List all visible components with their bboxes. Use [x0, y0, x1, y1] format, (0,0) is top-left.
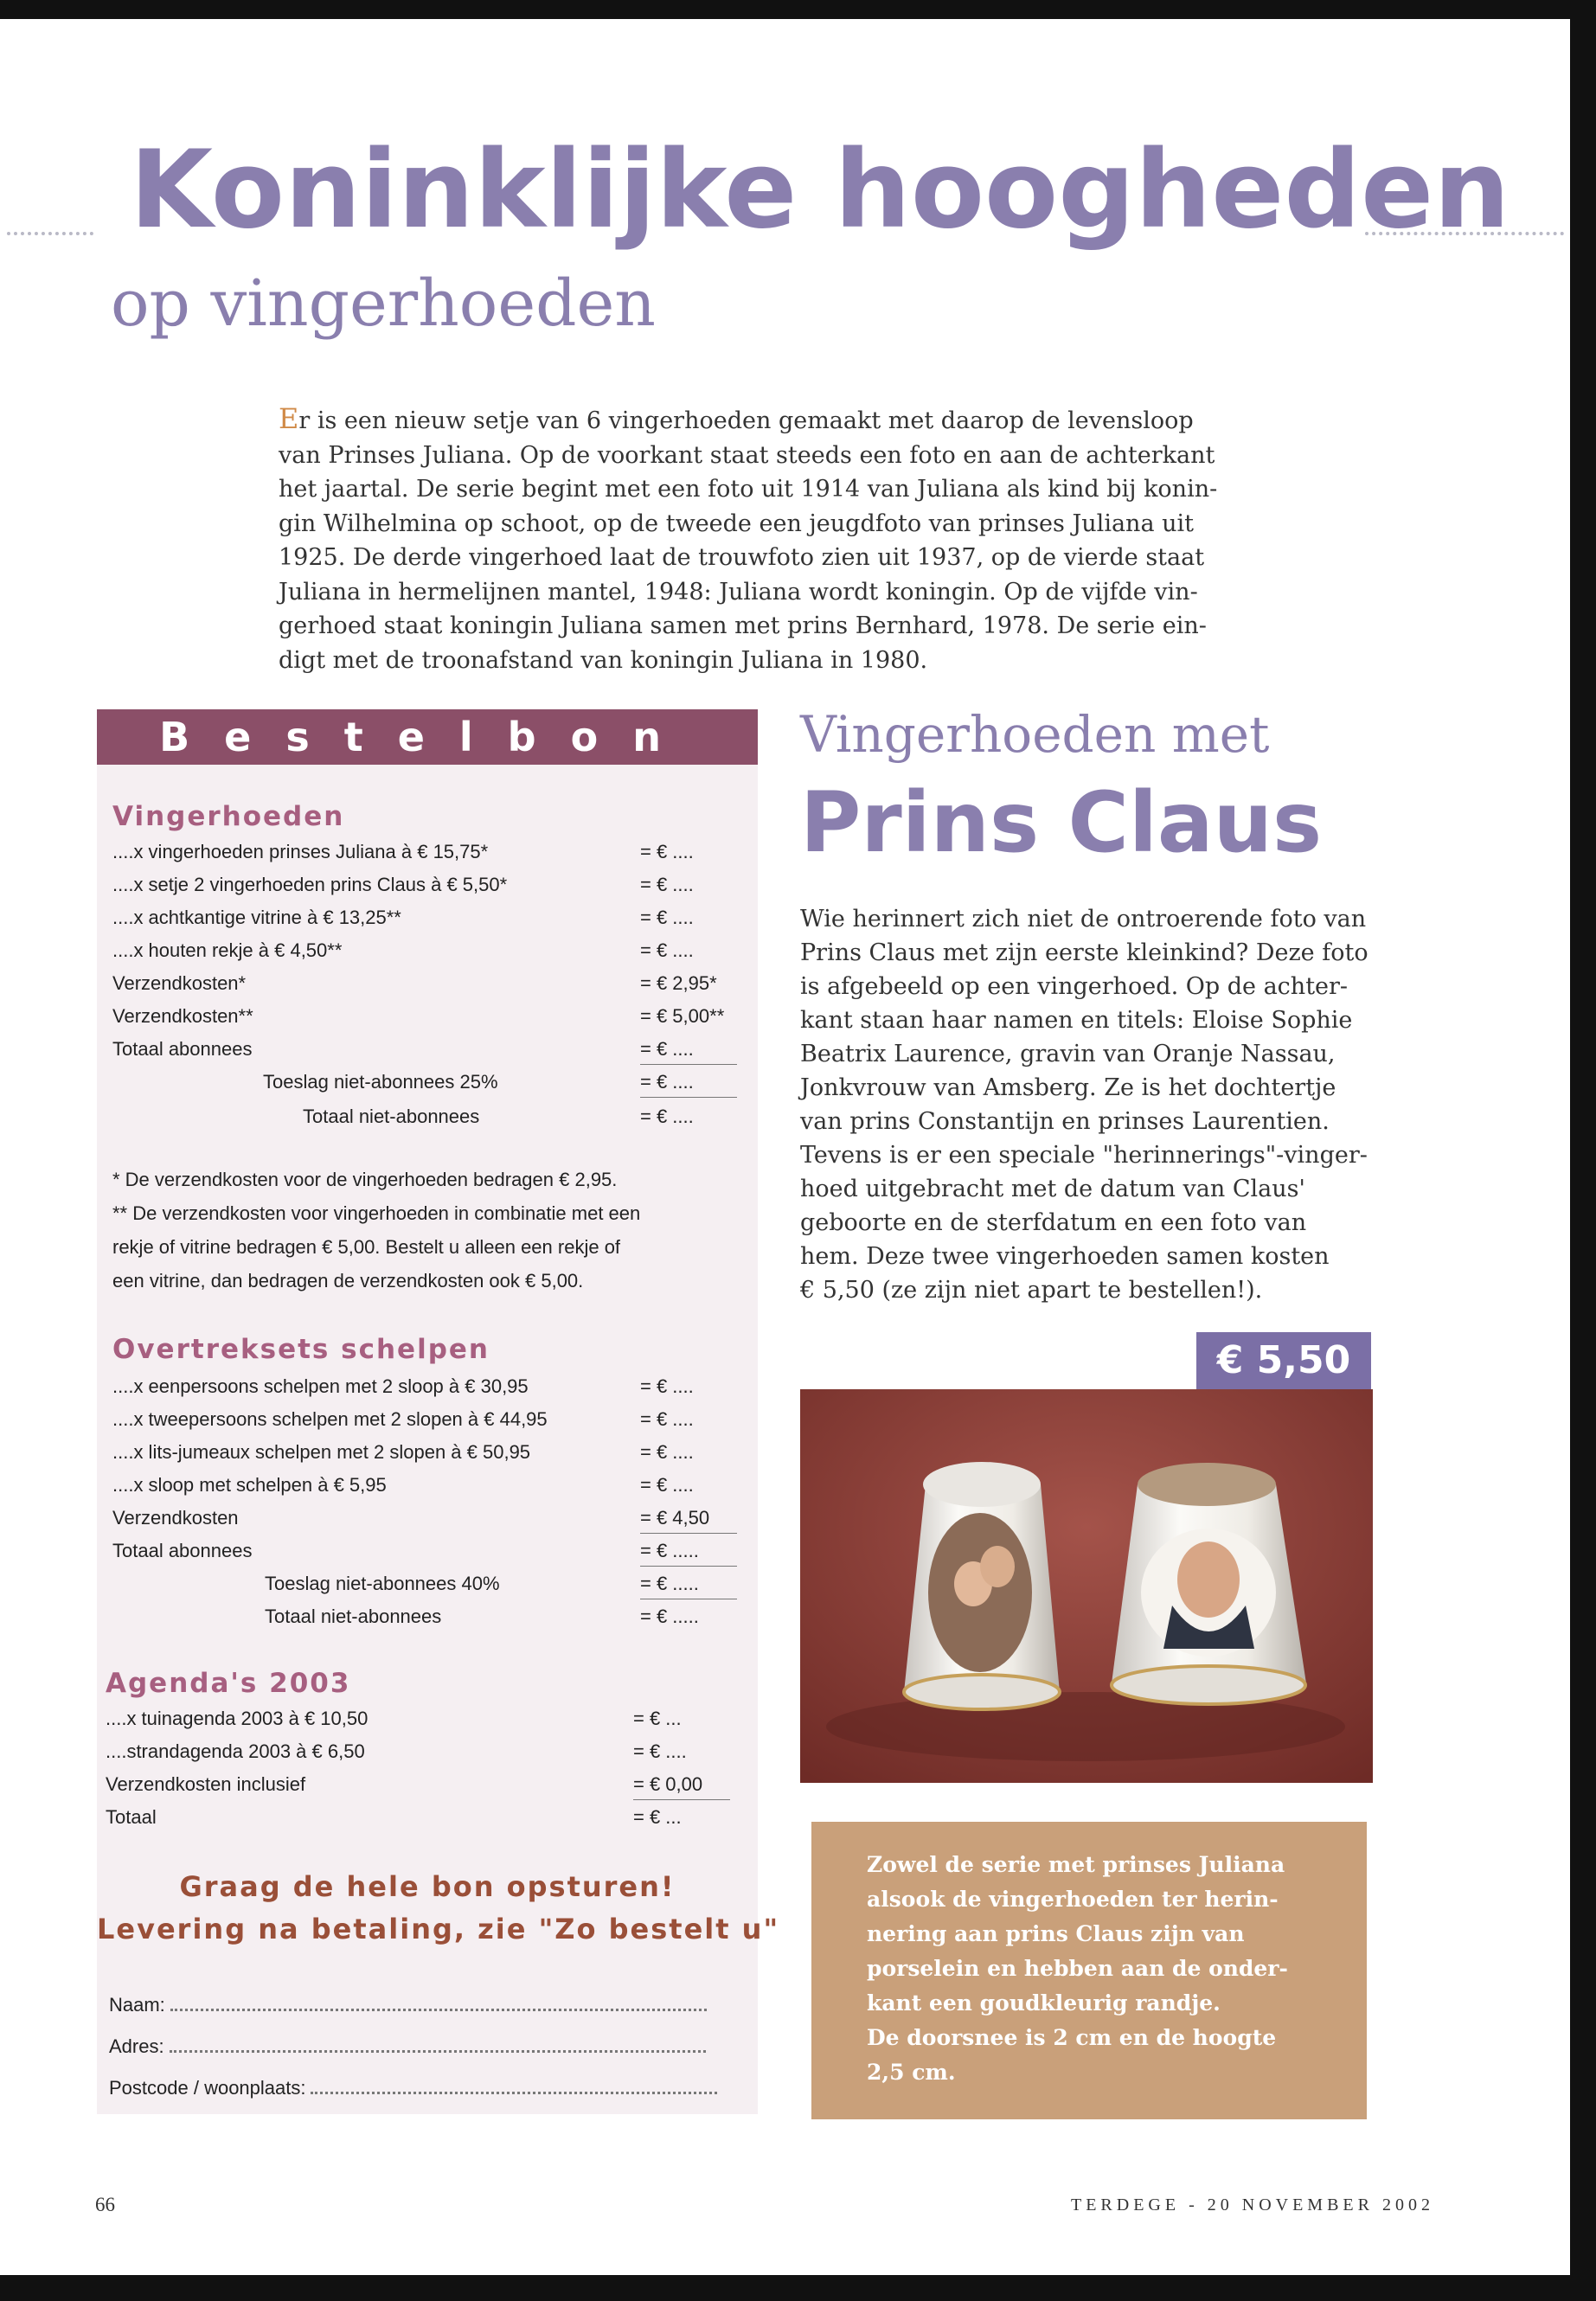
claus-line: kant staan haar namen en titels: Eloise Sophie: [800, 1007, 1353, 1034]
note-line: een vitrine, dan bedragen de verzendkosten ook € 5,00.: [112, 1270, 584, 1292]
order-line: Verzendkosten inclusief: [106, 1773, 306, 1795]
order-cta-line-1: Graag de hele bon opsturen!: [179, 1870, 676, 1903]
order-line[interactable]: ....x setje 2 vingerhoeden prins Claus à € 5,50*: [112, 874, 508, 895]
address-input[interactable]: [170, 2050, 706, 2053]
order-line[interactable]: ....x tweepersoons schelpen met 2 slopen à € 44,95: [112, 1408, 548, 1430]
order-line[interactable]: ....x achtkantige vitrine à € 13,25**: [112, 907, 401, 928]
order-amount[interactable]: = € .....: [640, 1606, 699, 1627]
thimbles-photo: [800, 1389, 1373, 1783]
price-tag: € 5,50: [1196, 1332, 1371, 1389]
info-line: kant een goudkleurig randje.: [867, 1990, 1221, 2016]
order-line[interactable]: ....x houten rekje à € 4,50**: [112, 939, 343, 961]
order-line[interactable]: ....x sloop met schelpen à € 5,95: [112, 1474, 387, 1496]
postcode-label: Postcode / woonplaats:: [109, 2077, 306, 2099]
name-input[interactable]: [170, 2009, 707, 2011]
intro-line: 1925. De derde vingerhoed laat de trouwfoto zien uit 1937, op de vierde staat: [279, 544, 1205, 571]
claus-line: Prins Claus met zijn eerste kleinkind? Deze foto: [800, 939, 1368, 966]
order-amount: = € 5,00**: [640, 1005, 725, 1027]
order-line: Verzendkosten: [112, 1507, 239, 1529]
order-amount[interactable]: = € ....: [640, 1375, 694, 1397]
address-field[interactable]: [109, 2035, 706, 2058]
order-line: Verzendkosten**: [112, 1005, 253, 1027]
order-amount[interactable]: = € ....: [640, 1474, 694, 1496]
claus-line: Jonkvrouw van Amsberg. Ze is het dochtertje: [800, 1074, 1336, 1101]
order-amount[interactable]: = € ....: [640, 907, 694, 928]
shipping-notes: [112, 1163, 770, 1298]
publication-footer: TERDEGE - 20 NOVEMBER 2002: [1071, 2195, 1434, 2214]
order-line: Totaal: [106, 1806, 157, 1828]
section-heading-overtreksets: Overtreksets schelpen: [112, 1334, 490, 1365]
page-title: Koninklijke hoogheden: [130, 128, 1510, 253]
intro-dropcap: E: [279, 402, 299, 435]
order-line: Totaal niet-abonnees: [265, 1606, 442, 1627]
order-amount: = € 0,00: [633, 1773, 703, 1795]
divider: [633, 1799, 730, 1800]
intro-line-text: r is een nieuw setje van 6 vingerhoeden gemaakt met daarop de levensloop: [298, 407, 1194, 434]
info-line: alsook de vingerhoeden ter herin-: [867, 1887, 1279, 1912]
page-subtitle: op vingerhoeden: [111, 266, 656, 341]
order-line[interactable]: ....x eenpersoons schelpen met 2 sloop à € 30,95: [112, 1375, 529, 1397]
order-amount[interactable]: = € ....: [640, 1441, 694, 1463]
info-line: nering aan prins Claus zijn van: [867, 1921, 1245, 1946]
intro-line: van Prinses Juliana. Op de voorkant staat steeds een foto en aan de achterkant: [279, 441, 1215, 469]
note-line: rekje of vitrine bedragen € 5,00. Bestelt u alleen een rekje of: [112, 1236, 621, 1258]
name-label: Naam:: [109, 1994, 165, 2016]
order-amount: = € 2,95*: [640, 972, 717, 994]
right-dotted-rule: [1365, 232, 1564, 235]
intro-line: Juliana in hermelijnen mantel, 1948: Juliana wordt koningin. Op de vijfde vin-: [279, 578, 1198, 606]
intro-line: gerhoed staat koningin Juliana samen met prins Bernhard, 1978. De serie ein-: [279, 612, 1207, 639]
claus-line: is afgebeeld op een vingerhoed. Op de achter-: [800, 973, 1349, 1000]
name-field[interactable]: [109, 1994, 707, 2016]
claus-heading-small: Vingerhoeden met: [800, 705, 1270, 764]
claus-line: € 5,50 (ze zijn niet apart te bestellen!).: [800, 1277, 1263, 1304]
order-amount: = € 4,50: [640, 1507, 710, 1529]
divider: [640, 1064, 737, 1065]
info-line: De doorsnee is 2 cm en de hoogte: [867, 2025, 1277, 2050]
order-amount[interactable]: = € .....: [640, 1540, 699, 1561]
order-line: Totaal abonnees: [112, 1540, 253, 1561]
info-line: Zowel de serie met prinses Juliana: [867, 1852, 1285, 1877]
order-line: Verzendkosten*: [112, 972, 247, 994]
order-line[interactable]: ....x tuinagenda 2003 à € 10,50: [106, 1708, 369, 1729]
intro-line: het jaartal. De serie begint met een foto uit 1914 van Juliana als kind bij konin-: [279, 476, 1218, 503]
address-label: Adres:: [109, 2035, 164, 2057]
order-line: Toeslag niet-abonnees 40%: [265, 1573, 500, 1594]
order-amount[interactable]: = € ...: [633, 1806, 682, 1828]
info-text: [867, 1848, 1334, 2090]
info-line: 2,5 cm.: [867, 2060, 956, 2085]
order-form-title: Bestelbon: [159, 714, 695, 760]
intro-line: digt met de troonafstand van koningin Juliana in 1980.: [279, 646, 928, 674]
claus-line: hem. Deze twee vingerhoeden samen kosten: [800, 1243, 1330, 1270]
order-line[interactable]: ....x vingerhoeden prinses Juliana à € 15,75*: [112, 841, 489, 862]
material-info-box: [811, 1822, 1367, 2119]
order-amount[interactable]: = € ....: [640, 841, 694, 862]
intro-line: gin Wilhelmina op schoot, op de tweede een jeugdfoto van prinses Juliana uit: [279, 510, 1194, 537]
claus-line: Wie herinnert zich niet de ontroerende foto van: [800, 906, 1367, 933]
section-heading-vingerhoeden: Vingerhoeden: [112, 801, 345, 832]
postcode-field[interactable]: [109, 2077, 717, 2099]
intro-paragraph: [279, 402, 1239, 677]
order-amount[interactable]: = € ...: [633, 1708, 682, 1729]
order-form-header: [97, 709, 758, 765]
page-number: 66: [95, 2194, 115, 2215]
intro-line: [279, 402, 1239, 439]
claus-line: hoed uitgebracht met de datum van Claus': [800, 1176, 1305, 1202]
order-amount[interactable]: = € ....: [640, 1038, 694, 1060]
claus-line: Tevens is er een speciale "herinnerings"-vinger-: [800, 1142, 1368, 1169]
claus-paragraph: [800, 902, 1380, 1307]
order-amount[interactable]: = € ....: [640, 874, 694, 895]
postcode-input[interactable]: [311, 2092, 717, 2094]
order-line: Totaal niet-abonnees: [303, 1106, 480, 1127]
order-amount[interactable]: = € ....: [640, 939, 694, 961]
order-amount[interactable]: = € ....: [640, 1106, 694, 1127]
note-line: ** De verzendkosten voor vingerhoeden in combinatie met een: [112, 1202, 641, 1224]
note-line: * De verzendkosten voor de vingerhoeden bedragen € 2,95.: [112, 1169, 618, 1190]
divider: [640, 1566, 737, 1567]
order-line: Totaal abonnees: [112, 1038, 253, 1060]
order-amount[interactable]: = € ....: [633, 1740, 687, 1762]
claus-line: geboorte en de sterfdatum en een foto van: [800, 1209, 1307, 1236]
order-line[interactable]: ....x lits-jumeaux schelpen met 2 slopen à € 50,95: [112, 1441, 531, 1463]
claus-line: Beatrix Laurence, gravin van Oranje Nassau,: [800, 1041, 1336, 1067]
divider: [640, 1097, 737, 1098]
order-amount[interactable]: = € ....: [640, 1408, 694, 1430]
order-line[interactable]: ....strandagenda 2003 à € 6,50: [106, 1740, 365, 1762]
divider: [640, 1533, 737, 1534]
info-line: porselein en hebben aan de onder-: [867, 1956, 1288, 1981]
left-dotted-rule: [7, 232, 93, 235]
order-line: Toeslag niet-abonnees 25%: [263, 1071, 498, 1093]
order-amount[interactable]: = € .....: [640, 1573, 699, 1594]
order-form: [97, 765, 780, 2114]
claus-line: van prins Constantijn en prinses Laurentien.: [800, 1108, 1330, 1135]
order-amount[interactable]: = € ....: [640, 1071, 694, 1093]
order-cta-line-2: Levering na betaling, zie "Zo bestelt u": [97, 1913, 780, 1945]
section-heading-agendas: Agenda's 2003: [106, 1668, 351, 1699]
claus-heading-large: Prins Claus: [800, 774, 1323, 871]
